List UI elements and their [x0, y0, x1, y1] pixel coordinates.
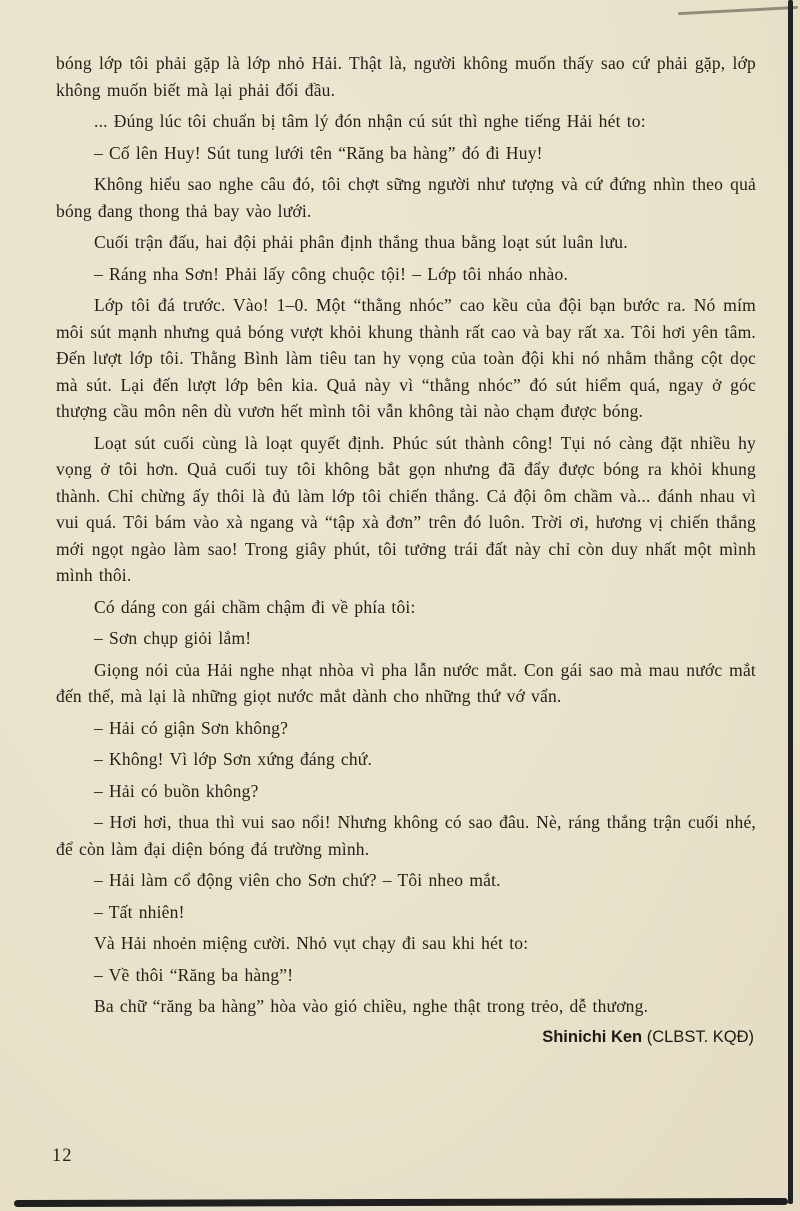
paragraph: Giọng nói của Hải nghe nhạt nhòa vì pha lẫn nước mắt. Con gái sao mà mau nước mắt đến thế, mà lại là những giọt nước mắt dành cho những thứ vớ vẩn.: [56, 659, 756, 706]
paragraph: Lớp tôi đá trước. Vào! 1–0. Một “thằng nhóc” cao kều của đội bạn bước ra. Nó mím môi sút mạnh nhưng quả bóng vượt khỏi khung thành rất cao và bay rất xa. Tôi hơi yên tâm. Đến lượt lớp tôi. Thằng Bình làm tiêu tan hy vọng của toàn đội khi nó nhằm thẳng cột dọc mà sút. Lại đến lượt lớp bên kia. Quả này vì “thằng nhóc” đó sút hiểm quá, ngay ở góc thượng cầu môn nên dù vươn hết mình tôi vẫn không tài nào chạm được bóng.: [56, 295, 756, 421]
author-attribution: [56, 1028, 754, 1047]
author-name: Shinichi Ken: [542, 1027, 643, 1046]
dialogue-line: – Không! Vì lớp Sơn xứng đáng chứ.: [94, 749, 373, 769]
scan-artifact-top-right: [678, 6, 798, 15]
dialogue-line: – Hải làm cổ động viên cho Sơn chứ? – Tôi nheo mắt.: [94, 870, 501, 890]
dialogue-line: – Ráng nha Sơn! Phải lấy công chuộc tội! – Lớp tôi nháo nhào.: [94, 263, 569, 284]
paragraph: Có dáng con gái chầm chậm đi về phía tôi:: [94, 596, 416, 617]
dialogue-line: – Tất nhiên!: [94, 901, 185, 922]
paragraph: bóng lớp tôi phải gặp là lớp nhỏ Hải. Thật là, người không muốn thấy sao cứ phải gặp, lớp không muốn biết mà lại phải đối đầu.: [56, 53, 756, 100]
dialogue-line: – Về thôi “Răng ba hàng”!: [94, 964, 294, 985]
author-club: (CLBST. KQĐ): [642, 1027, 754, 1046]
dialogue-line: – Cố lên Huy! Sút tung lưới tên “Răng ba hàng” đó đi Huy!: [94, 142, 543, 163]
paragraph: ... Đúng lúc tôi chuẩn bị tâm lý đón nhận cú sút thì nghe tiếng Hải hét to:: [94, 111, 646, 131]
story-text-block: [56, 50, 756, 1047]
paragraph: Không hiểu sao nghe câu đó, tôi chợt sững người như tượng và cứ đứng nhìn theo quả bóng đang thong thả bay vào lưới.: [56, 174, 756, 221]
dialogue-line: – Hải có buồn không?: [94, 780, 259, 801]
scan-artifact-bottom-edge: [14, 1198, 788, 1207]
dialogue-line: – Hải có giận Sơn không?: [94, 717, 289, 738]
paragraph: Ba chữ “răng ba hàng” hòa vào gió chiều, nghe thật trong trẻo, dễ thương.: [94, 996, 649, 1016]
dialogue-line: – Hơi hơi, thua thì vui sao nổi! Nhưng không có sao đâu. Nè, ráng thắng trận cuối nhé, để còn làm đại diện bóng đá trường mình.: [56, 812, 756, 859]
paragraph: Cuối trận đấu, hai đội phải phân định thắng thua bằng loạt sút luân lưu.: [94, 232, 628, 252]
page-number: 12: [52, 1146, 73, 1166]
scan-artifact-right-edge: [788, 0, 793, 1204]
dialogue-line: – Sơn chụp giỏi lắm!: [94, 628, 252, 648]
paragraph: Và Hải nhoẻn miệng cười. Nhỏ vụt chạy đi sau khi hét to:: [94, 933, 529, 953]
paragraph: Loạt sút cuối cùng là loạt quyết định. Phúc sút thành công! Tụi nó càng đặt nhiều hy vọng ở tôi hơn. Quả cuối tuy tôi không bắt gọn nhưng đã đẩy được bóng ra khỏi khung thành. Chỉ chừng ấy thôi là đủ làm lớp tôi chiến thắng. Cả đội ôm chầm và... đánh nhau vì vui quá. Tôi bám vào xà ngang và “tập xà đơn” trên đó luôn. Trời ơi, hương vị chiến thắng mới ngọt ngào làm sao! Trong giây phút, tôi tưởng trái đất này chỉ còn duy nhất một mình mình thôi.: [56, 432, 756, 585]
